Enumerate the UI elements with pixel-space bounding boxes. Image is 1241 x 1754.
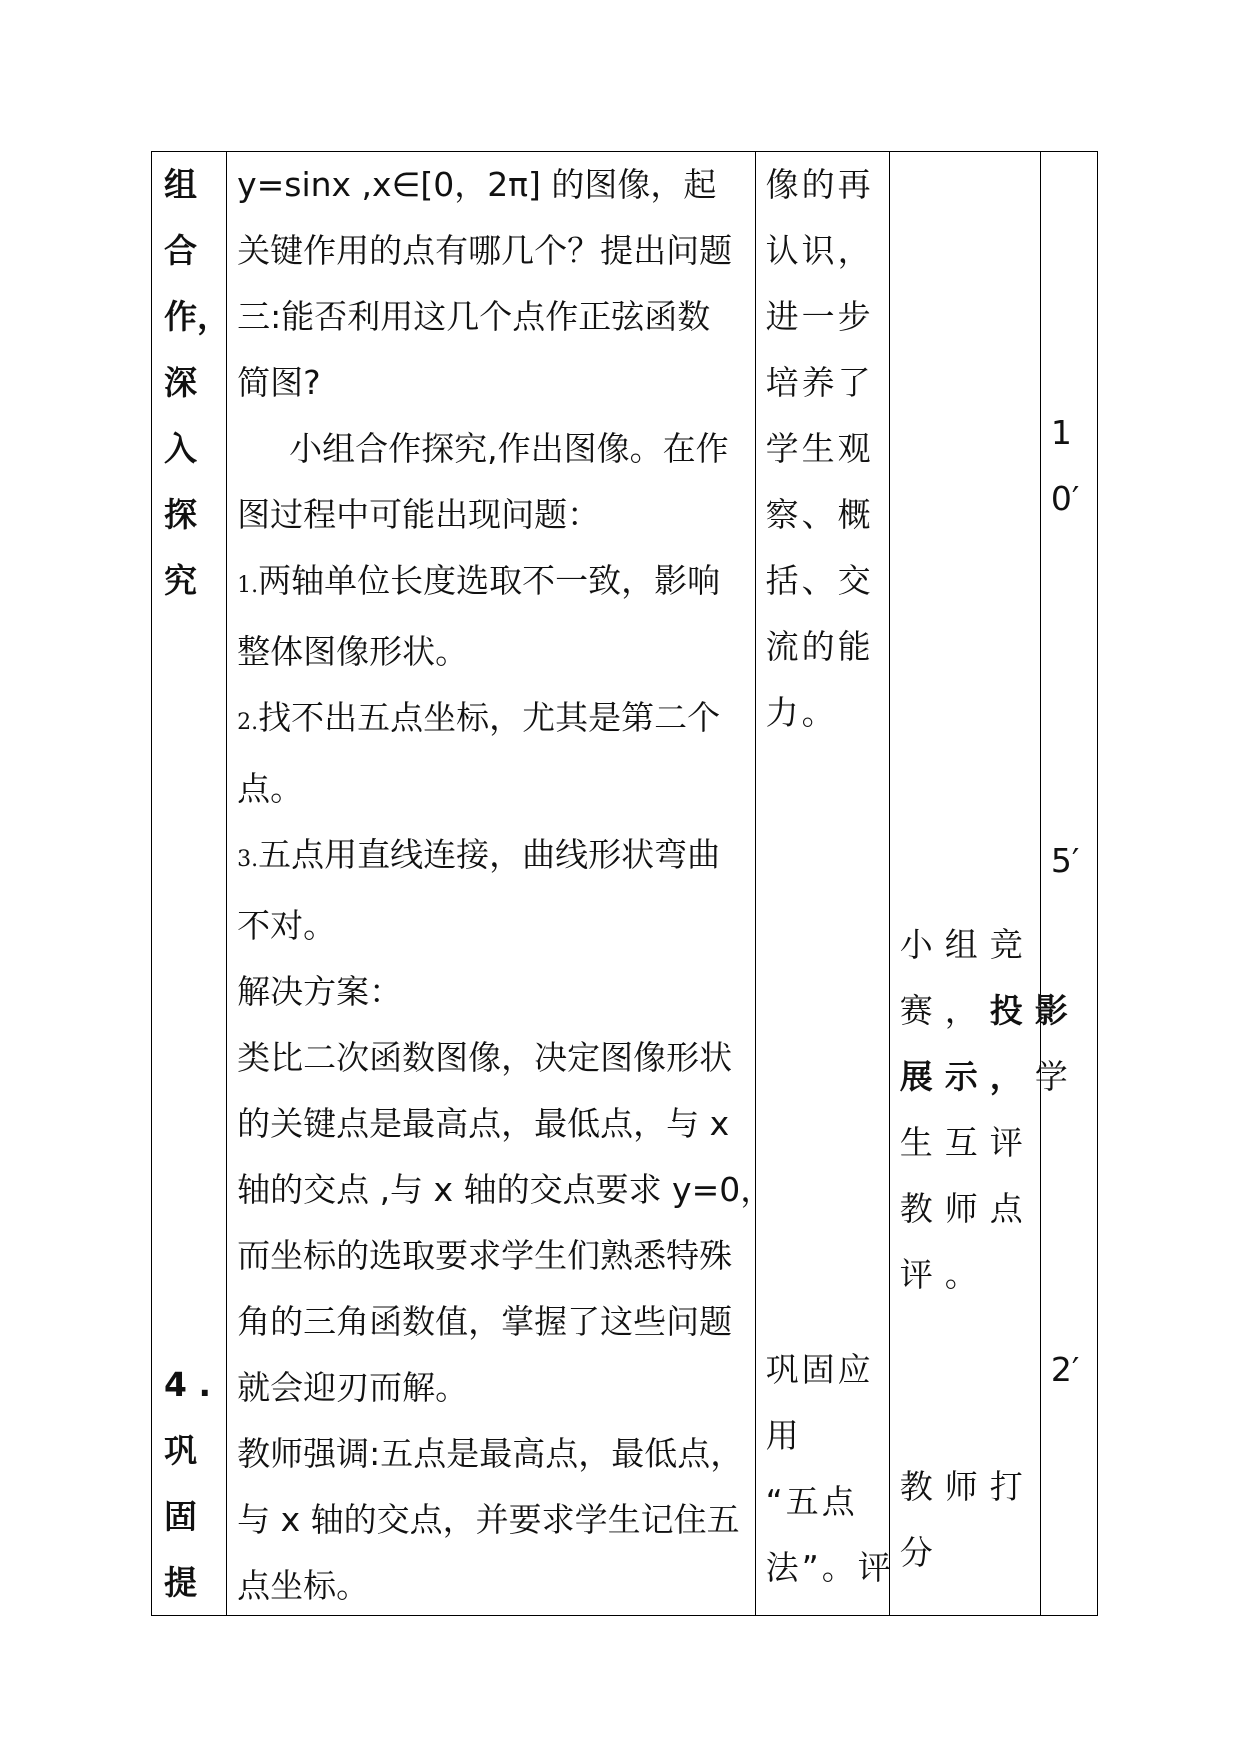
solution-line: 轴的交点 ,与 x 轴的交点要求 y=0， xyxy=(237,1170,774,1209)
solution-line: 而坐标的选取要求学生们熟悉特殊 xyxy=(237,1236,733,1275)
time-value: 2′ xyxy=(1050,1350,1080,1389)
problem-number: 3. xyxy=(237,847,259,872)
stage-label-char: 究 xyxy=(164,561,197,600)
content-line: 关键作用的点有哪几个？提出问题 xyxy=(237,231,733,270)
solution-line: 点坐标。 xyxy=(237,1566,370,1605)
solution-line: 教师强调:五点是最高点，最低点， xyxy=(237,1434,744,1473)
content-line: 图过程中可能出现问题： xyxy=(237,495,601,534)
problem-number: 1. xyxy=(237,573,259,598)
problem-text: 点。 xyxy=(237,769,304,808)
solution-line: 的关键点是最高点，最低点，与 x xyxy=(237,1104,730,1143)
solution-line: 与 x 轴的交点，并要求学生记住五 xyxy=(237,1500,740,1539)
time-value: 5′ xyxy=(1050,841,1080,880)
content-line: 小组合作探究,作出图像。在作 xyxy=(289,429,729,468)
intent-line: 法”。评 xyxy=(765,1548,894,1587)
intent-line: 用 xyxy=(765,1416,802,1455)
method-line: 教师打 xyxy=(899,1467,1035,1506)
solution-line: 角的三角函数值，掌握了这些问题 xyxy=(237,1302,733,1341)
content-line: y=sinx ,x∈[0，2π] 的图像，起 xyxy=(237,165,717,204)
method-line: 评。 xyxy=(899,1255,990,1294)
stage-label-char: 4 . xyxy=(164,1365,211,1404)
solution-line: 解决方案： xyxy=(237,972,403,1011)
problem-item xyxy=(227,893,755,959)
problem-item xyxy=(227,685,755,756)
time-value: 0′ xyxy=(1050,479,1080,518)
method-line xyxy=(890,1044,1080,1110)
intent-line: 学生观 xyxy=(765,429,874,468)
method-text-bold: 投影 xyxy=(989,991,1080,1030)
intent-line: 像的再 xyxy=(765,165,874,204)
problem-text: 两轴单位长度选取不一致，影响 xyxy=(258,561,721,600)
stage-label-char: 提 xyxy=(164,1563,197,1602)
method-line: 分 xyxy=(899,1533,945,1572)
content-line: 简图? xyxy=(237,363,321,402)
method-line: 教师点 xyxy=(899,1189,1035,1228)
table-row xyxy=(152,152,1098,1616)
intent-column xyxy=(755,152,894,1616)
intent-line: 进一步 xyxy=(765,297,874,336)
time-column xyxy=(1040,152,1097,1616)
intent-line: 巩固应 xyxy=(765,1350,874,1389)
intent-line: 力。 xyxy=(765,693,838,732)
problem-item xyxy=(227,822,755,893)
problem-number: 2. xyxy=(237,710,259,735)
method-text-bold: 展示， xyxy=(899,1057,1035,1096)
intent-line: 括、交 xyxy=(765,561,874,600)
method-line: 生互评 xyxy=(899,1123,1035,1162)
stage-label-char: 入 xyxy=(164,429,197,468)
content-line: 三:能否利用这几个点作正弦函数 xyxy=(237,297,711,336)
stage-label-char: 组 xyxy=(164,165,197,204)
problem-text: 找不出五点坐标，尤其是第二个 xyxy=(258,698,721,737)
method-text: 学 xyxy=(1034,1057,1080,1096)
lesson-plan-table xyxy=(151,151,1098,1616)
time-value: 1 xyxy=(1050,413,1072,452)
intent-line: 培养了 xyxy=(765,363,874,402)
stage-label-char: 探 xyxy=(164,495,197,534)
intent-line: 流的能 xyxy=(765,627,874,666)
problem-item xyxy=(227,548,755,619)
stage-label-char: 固 xyxy=(164,1497,197,1536)
problem-text: 五点用直线连接，曲线形状弯曲 xyxy=(258,835,721,874)
method-text: 赛， xyxy=(899,991,990,1030)
intent-line: 察、概 xyxy=(765,495,874,534)
intent-line: “五点 xyxy=(765,1482,858,1521)
intent-line: 认识， xyxy=(765,231,874,270)
stage-column xyxy=(152,152,230,1616)
method-line xyxy=(890,978,1080,1044)
stage-label-char: 深 xyxy=(164,363,197,402)
stage-label-char: 作， xyxy=(164,297,230,336)
content-column xyxy=(227,152,774,1616)
stage-label-char: 合 xyxy=(164,231,197,270)
method-column xyxy=(889,152,1080,1616)
solution-line: 类比二次函数图像，决定图像形状 xyxy=(237,1038,733,1077)
problem-text: 整体图像形状。 xyxy=(237,632,469,671)
method-line: 小组竞 xyxy=(899,925,1035,964)
stage-label-char: 巩 xyxy=(164,1431,197,1470)
solution-line: 就会迎刃而解。 xyxy=(237,1368,469,1407)
problem-item xyxy=(227,756,755,822)
problem-text: 不对。 xyxy=(237,906,337,945)
problem-item xyxy=(227,619,755,685)
